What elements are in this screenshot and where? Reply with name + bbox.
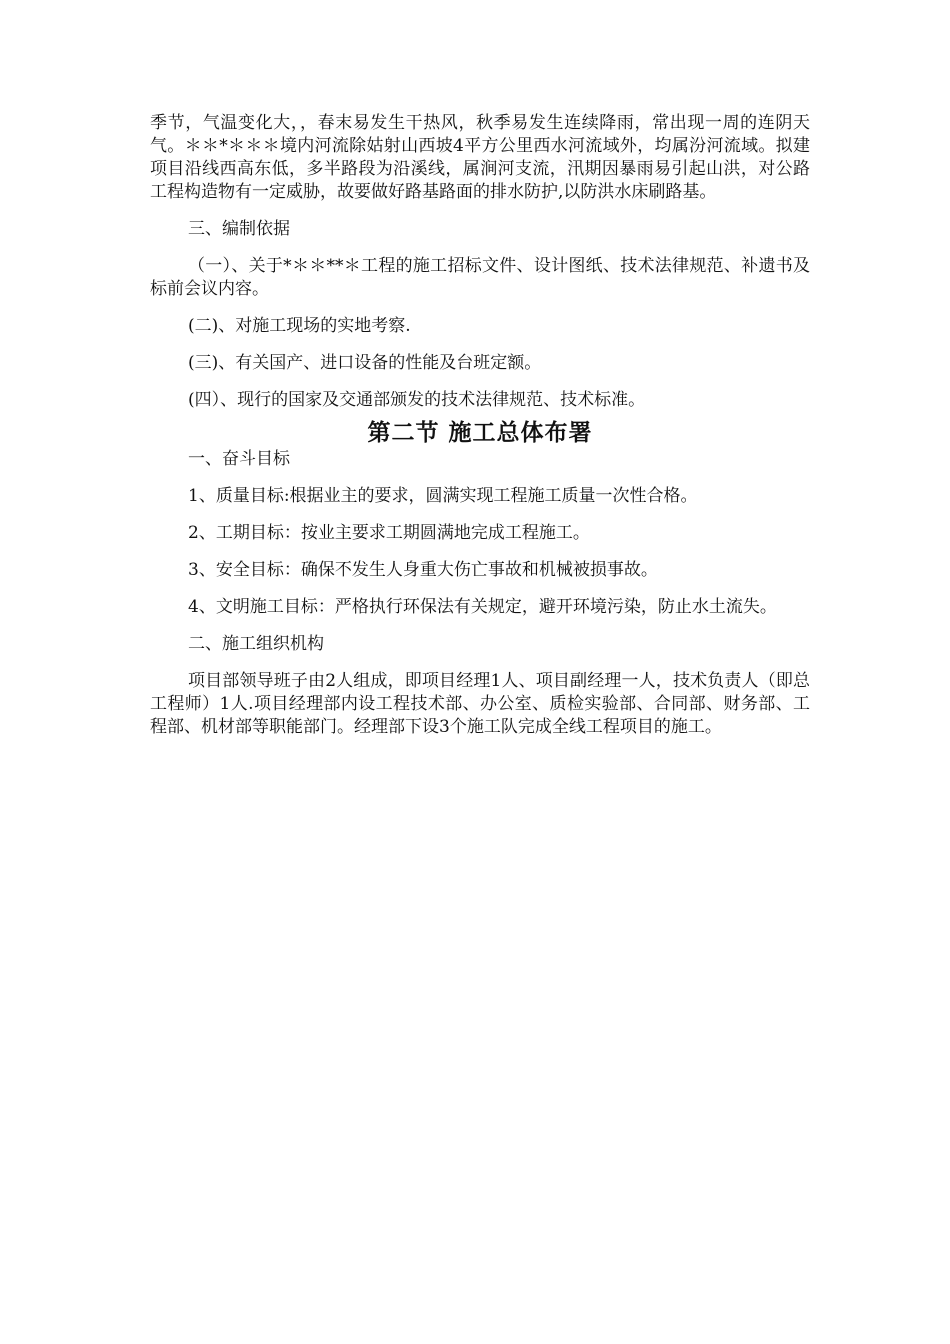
goals-heading: 一、奋斗目标 (188, 449, 290, 469)
org-paragraph: 项目部领导班子由2人组成，即项目经理1人、项目副经理一人，技术负责人（即总工程师）1人.项目经理部内设工程技术部、办公室、质检实验部、合同部、财务部、工程部、机材部等职能部门。经理部下设3个施工队完成全线工程项目的施工。 (150, 671, 810, 737)
section-title: 第二节 施工总体布署 (367, 420, 593, 446)
goal-schedule: 2、工期目标：按业主要求工期圆满地完成工程施工。 (188, 523, 590, 543)
climate-paragraph: 季节，气温变化大，，春末易发生干热风，秋季易发生连续降雨，常出现一周的连阴天气。＊＊*＊＊＊境内河流除姑射山西坡4平方公里西水河流域外，均属汾河流域。拟建项目沿线西高东低，多半路段为沿溪线，属涧河支流，汛期因暴雨易引起山洪，对公路工程构造物有一定威胁，故要做好路基路面的排水防护,以防洪水床刷路基。 (150, 113, 810, 202)
goal-civilized-construction: 4、文明施工目标：严格执行环保法有关规定，避开环境污染，防止水土流失。 (188, 597, 777, 617)
basis-item-2: (二)、对施工现场的实地考察. (188, 316, 411, 336)
basis-item-1: （一）、关于*＊＊**＊工程的施工招标文件、设计图纸、技术法律规范、补遗书及标前会议内容。 (150, 256, 810, 299)
goal-quality: 1、质量目标:根据业主的要求，圆满实现工程施工质量一次性合格。 (188, 486, 698, 506)
org-heading: 二、施工组织机构 (188, 634, 324, 654)
basis-item-4: (四）、现行的国家及交通部颁发的技术法律规范、技术标准。 (188, 390, 646, 410)
document-page (150, 112, 810, 753)
basis-item-3: (三)、有关国产、进口设备的性能及台班定额。 (188, 353, 542, 373)
basis-heading: 三、编制依据 (188, 219, 290, 239)
goal-safety: 3、安全目标：确保不发生人身重大伤亡事故和机械被损事故。 (188, 560, 658, 580)
